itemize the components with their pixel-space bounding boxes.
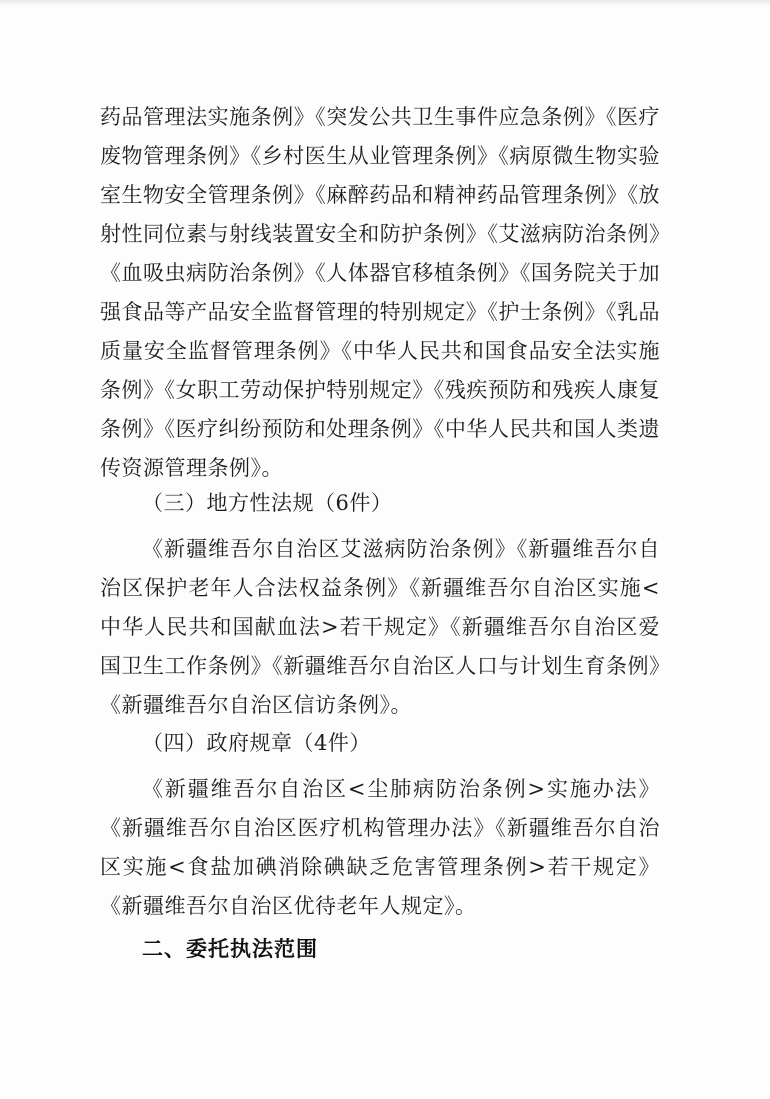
gov-rules-heading: （四）政府规章（4件）: [142, 731, 371, 755]
gov-rules-list: 《新疆维吾尔自治区<尘肺病防治条例>实施办法》《新疆维吾尔自治区医疗机构管理办法》《新疆维吾尔自治区实施<食盐加碘消除碘缺乏危害管理条例>若干规定》《新疆维吾尔自治区优待老年人规定》。: [100, 777, 660, 918]
section-two-title: 二、委托执法范围: [142, 937, 318, 961]
regulations-list-continuation: 药品管理法实施条例》《突发公共卫生事件应急条例》《医疗废物管理条例》《乡村医生从业管理条例》《病原微生物实验室生物安全管理条例》《麻醉药品和精神药品管理条例》《放射性同位素与射线装置安全和防护条例》《艾滋病防治条例》《血吸虫病防治条例》《人体器官移植条例》《国务院关于加强食品等产品安全监督管理的特别规定》《护士条例》《乳品质量安全监督管理条例》《中华人民共和国食品安全法实施条例》《女职工劳动保护特别规定》《残疾预防和残疾人康复条例》《医疗纠纷预防和处理条例》《中华人民共和国人类遗传资源管理条例》。: [100, 105, 660, 480]
local-regulations-heading: （三）地方性法规（6件）: [142, 491, 393, 515]
scan-top-edge: [0, 0, 770, 6]
local-regulations-list: 《新疆维吾尔自治区艾滋病防治条例》《新疆维吾尔自治区保护老年人合法权益条例》《新疆维吾尔自治区实施<中华人民共和国献血法>若干规定》《新疆维吾尔自治区爱国卫生工作条例》《新疆维吾尔自治区人口与计划生育条例》《新疆维吾尔自治区信访条例》。: [100, 537, 660, 717]
